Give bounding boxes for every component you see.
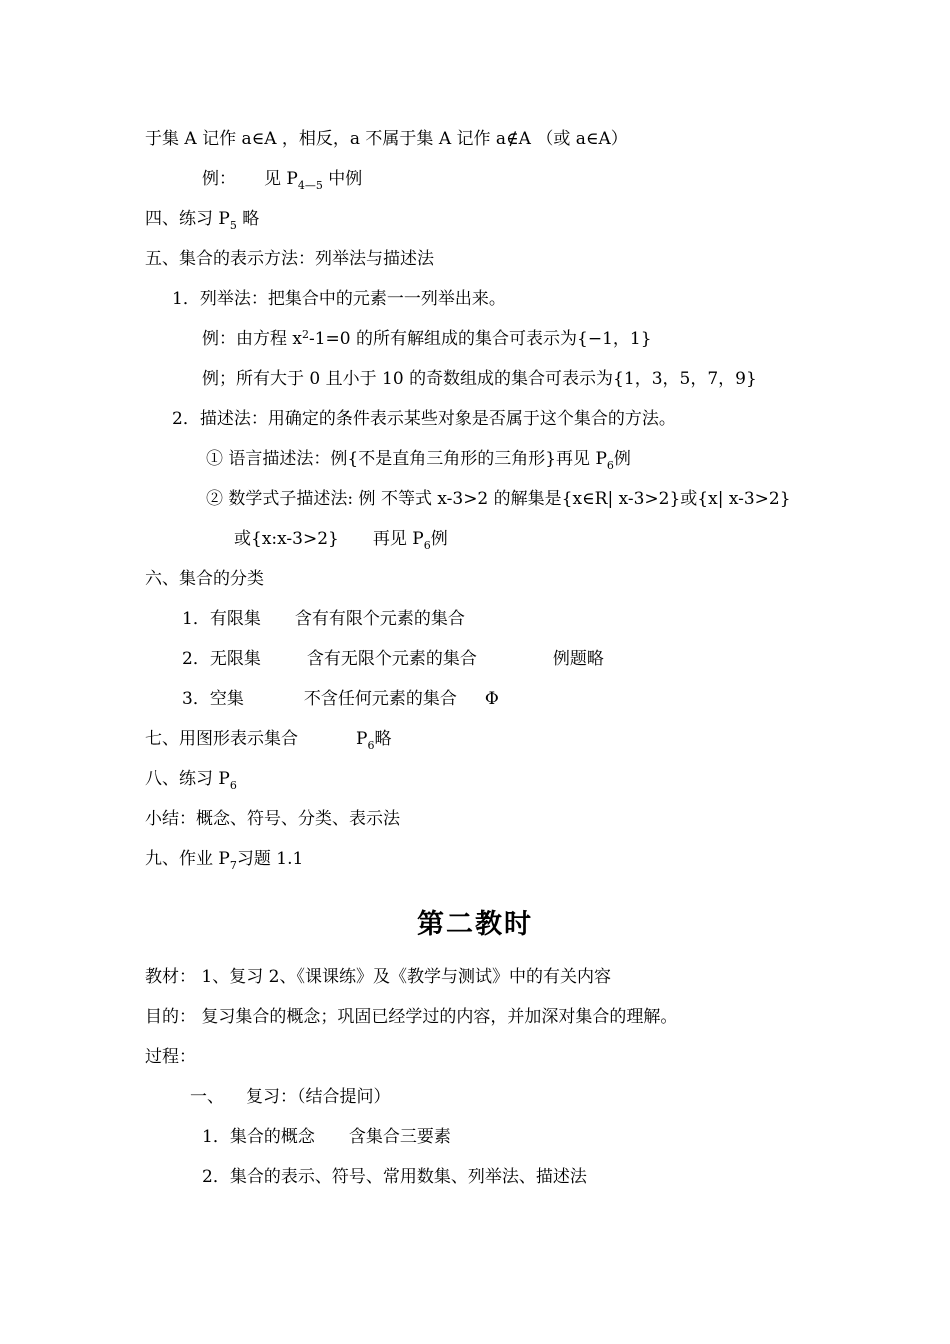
summary-line: 小结：概念、符号、分类、表示法 [145,809,400,829]
section-six-classification: 六、集合的分类 [145,569,264,589]
item-math-description: ② 数学式子描述法: 例 不等式 x-3>2 的解集是{x∈R| x-3>2}或{x| x-3>2} [206,489,791,509]
section-four-exercise: 四、练习 $P_5$ 略 [145,209,260,232]
review-item-representation: 2．集合的表示、符号、常用数集、列举法、描述法 [202,1167,587,1187]
section-eight-exercise: 八、练习 $P_6$ [145,769,237,792]
lesson-title: 第二教时 [417,909,533,940]
item-language-description: ① 语言描述法：例{不是直角三角形的三角形}再见 $P_6$例 [206,449,631,472]
process-heading: 过程： [145,1047,196,1067]
line-example-ref: 例： 见 $P_{4—5}$ 中例 [202,169,363,192]
item-empty-set: 3．空集 不含任何元素的集合 Φ [182,689,499,709]
item-enumeration-method: 1．列举法：把集合中的元素一一列举出来。 [172,289,506,309]
teaching-material-line: 教材： 1、复习 2、《课课练》及《教学与测试》中的有关内容 [145,967,611,987]
item-math-description-cont: 或{x:x-3>2} 再见 $P_6$例 [234,529,448,552]
section-five-representation: 五、集合的表示方法：列举法与描述法 [145,249,434,269]
section-seven-diagram: 七、用图形表示集合 $P_6$略 [145,729,392,752]
item-description-method: 2．描述法：用确定的条件表示某些对象是否属于这个集合的方法。 [172,409,676,429]
line-membership-notation: 于集 A 记作 a∈A ，相反，a 不属于集 A 记作 a∉A （或 a∈A） [145,129,628,149]
example-equation-set: 例：由方程 $x^2-1=0$ 的所有解组成的集合可表示为{−1，1} [202,328,652,349]
example-odd-numbers-set: 例；所有大于 0 且小于 10 的奇数组成的集合可表示为{1，3，5，7，9} [202,369,757,389]
review-item-concept: 1．集合的概念 含集合三要素 [202,1127,451,1147]
item-infinite-set: 2．无限集 含有无限个元素的集合 例题略 [182,649,604,669]
item-finite-set: 1．有限集 含有有限个元素的集合 [182,609,465,629]
review-heading: 一、 复习：（结合提问） [190,1087,391,1107]
objective-line: 目的： 复习集合的概念；巩固已经学过的内容，并加深对集合的理解。 [145,1007,678,1027]
section-nine-homework: 九、作业 $P_7$习题 1.1 [145,849,304,872]
